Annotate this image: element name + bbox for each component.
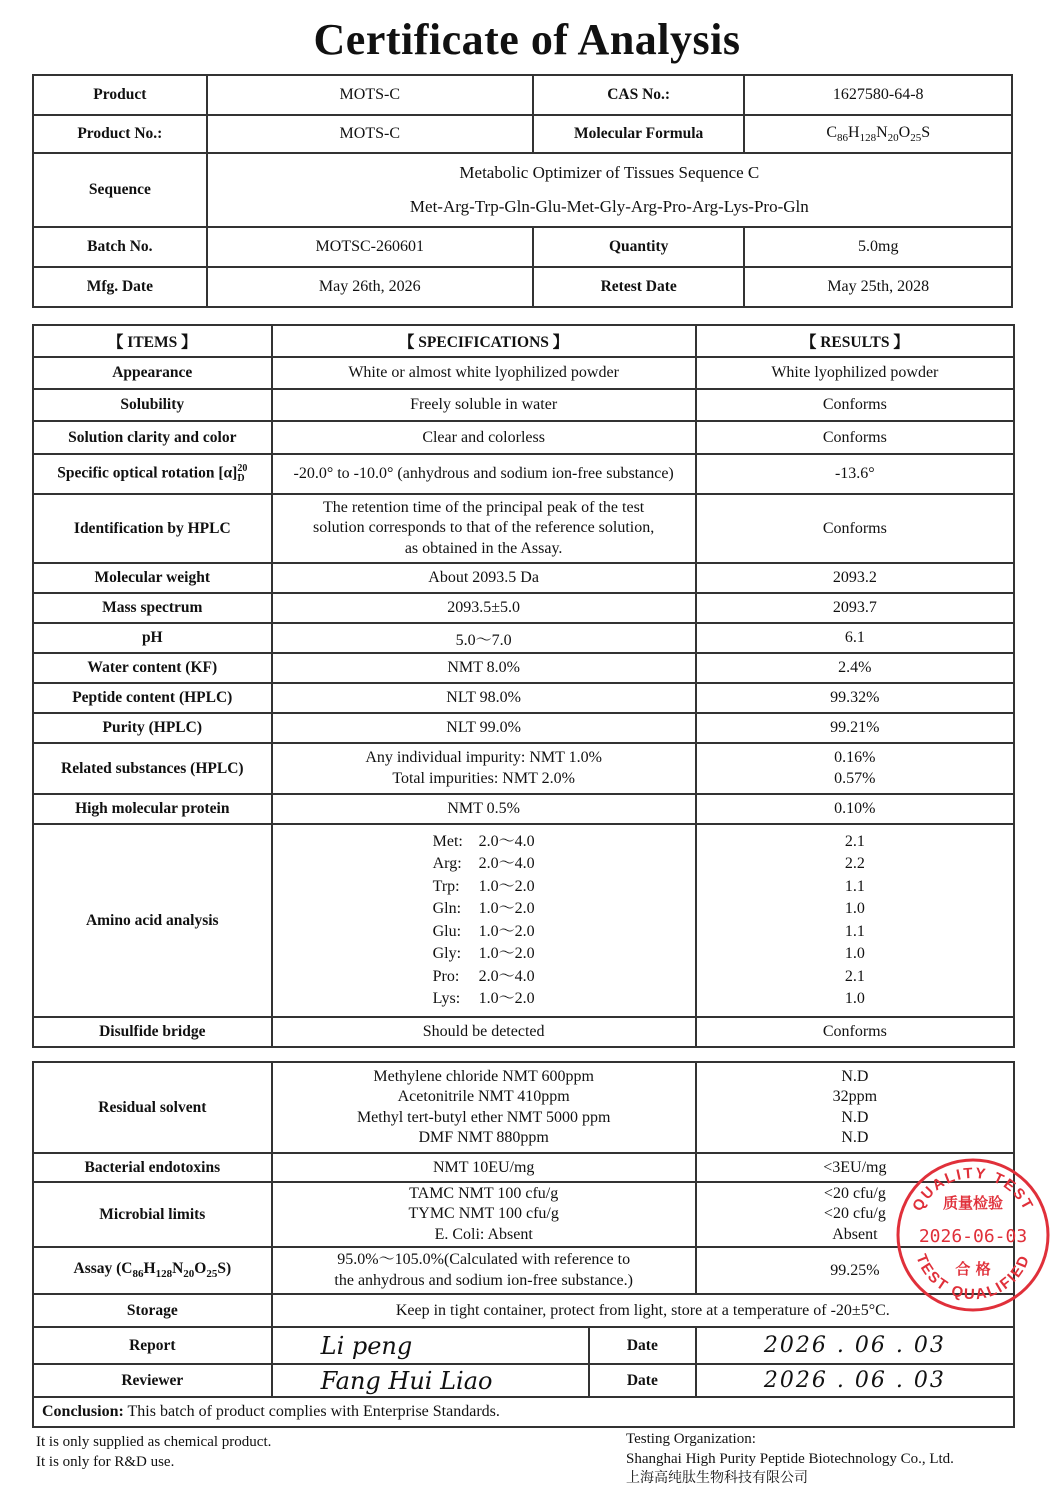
water-item: Water content (KF) (33, 653, 272, 683)
amino-spec (272, 824, 696, 1017)
org-label: Testing Organization: (626, 1431, 756, 1447)
sequence-value: Metabolic Optimizer of Tissues Sequence C Met-Arg-Trp-Gln-Glu-Met-Gly-Arg-Pro-Arg-Lys-Pro-Gln (207, 153, 1012, 227)
water-result: 2.4% (696, 653, 1014, 683)
solubility-item: Solubility (33, 389, 272, 421)
amino-spec-row: Gly: 1.0～2.0 (432, 945, 535, 962)
mol-weight-spec: About 2093.5 Da (272, 563, 696, 593)
cas-value: 1627580-64-8 (744, 75, 1012, 115)
amino-spec-row: Pro: 2.0～4.0 (432, 967, 535, 985)
amino-result-value: 2.2 (844, 855, 865, 872)
testing-organization (626, 1430, 954, 1489)
hplc-id-spec: The retention time of the principal peak of the test solution corresponds to that of the reference solution, as obtained in the Assay. (272, 494, 696, 563)
endotoxin-result: <3EU/mg (696, 1153, 1014, 1182)
mfg-value: May 26th, 2026 (207, 267, 533, 307)
hplc-id-result: Conforms (696, 494, 1014, 563)
disulfide-item: Disulfide bridge (33, 1017, 272, 1047)
amino-result-value: 1.0 (844, 945, 865, 962)
solvent-item: Residual solvent (33, 1062, 272, 1153)
mass-result: 2093.7 (696, 593, 1014, 623)
amino-item: Amino acid analysis (33, 824, 272, 1017)
results-header: 【 RESULTS 】 (696, 325, 1014, 357)
reviewer-date-label: Date (589, 1364, 696, 1397)
ph-item: pH (33, 623, 272, 653)
batch-label: Batch No. (33, 227, 207, 267)
water-spec: NMT 8.0% (272, 653, 696, 683)
quantity-label: Quantity (533, 227, 745, 267)
appearance-result: White lyophilized powder (696, 357, 1014, 389)
mass-item: Mass spectrum (33, 593, 272, 623)
conclusion: Conclusion: This batch of product complies with Enterprise Standards. (33, 1397, 1014, 1427)
ph-spec: 5.0～7.0 (272, 623, 696, 653)
rotation-item: Specific optical rotation [α]20 D (33, 454, 272, 494)
stamp-top-text: QUALITY TEST (909, 1164, 1037, 1215)
items-header: 【 ITEMS 】 (33, 325, 272, 357)
mfg-label: Mfg. Date (33, 267, 207, 307)
stamp-cn-text-2: 合 格 (955, 1260, 991, 1278)
storage-item: Storage (33, 1294, 272, 1327)
peptide-result: 99.32% (696, 683, 1014, 713)
amino-result-value: 1.1 (844, 922, 865, 940)
purity-spec: NLT 99.0% (272, 713, 696, 743)
microbial-item: Microbial limits (33, 1182, 272, 1247)
ph-result: 6.1 (696, 623, 1014, 653)
disulfide-result: Conforms (696, 1017, 1014, 1047)
mol-weight-item: Molecular weight (33, 563, 272, 593)
solubility-result: Conforms (696, 389, 1014, 421)
cas-label: CAS No.: (533, 75, 745, 115)
endotoxin-item: Bacterial endotoxins (33, 1153, 272, 1182)
formula-value: $C_{86}H_{128}N_{20}O_{25}S$ (744, 115, 1012, 153)
org-name-cn: 上海高纯肽生物科技有限公司 (626, 1470, 808, 1486)
additional-tests-table (32, 1061, 1015, 1428)
purity-item: Purity (HPLC) (33, 713, 272, 743)
purity-result: 99.21% (696, 713, 1014, 743)
rotation-spec: -20.0° to -10.0° (anhydrous and sodium ion-free substance) (272, 454, 696, 494)
rotation-result: -13.6° (696, 454, 1014, 494)
amino-spec-row: Trp: 1.0～2.0 (432, 877, 535, 895)
amino-spec-row: Lys: 1.0～2.0 (432, 990, 535, 1007)
footer-note-1: It is only supplied as chemical product. (36, 1434, 272, 1450)
solubility-spec: Freely soluble in water (272, 389, 696, 421)
assay-item: Assay $(C_{86}H_{128}N_{20}O_{25}S)$ (33, 1247, 272, 1294)
amino-result-value: 1.1 (844, 877, 865, 895)
appearance-spec: White or almost white lyophilized powder (272, 357, 696, 389)
clarity-item: Solution clarity and color (33, 421, 272, 454)
reviewer-date: 2026 . 06 . 03 (696, 1364, 1014, 1397)
peptide-item: Peptide content (HPLC) (33, 683, 272, 713)
specs-header: 【 SPECIFICATIONS 】 (272, 325, 696, 357)
disulfide-spec: Should be detected (272, 1017, 696, 1047)
endotoxin-spec: NMT 10EU/mg (272, 1153, 696, 1182)
solvent-result: N.D 32ppm N.D N.D (696, 1062, 1014, 1153)
document-title: Certificate of Analysis (313, 15, 741, 64)
retest-value: May 25th, 2028 (744, 267, 1012, 307)
assay-spec: 95.0%～105.0%(Calculated with reference to the anhydrous and sodium ion-free substance.) (272, 1247, 696, 1294)
mol-weight-result: 2093.2 (696, 563, 1014, 593)
related-result: 0.16% 0.57% (696, 743, 1014, 794)
product-no-label: Product No.: (33, 115, 207, 153)
clarity-spec: Clear and colorless (272, 421, 696, 454)
related-spec: Any individual impurity: NMT 1.0% Total impurities: NMT 2.0% (272, 743, 696, 794)
report-signature: Li peng (272, 1327, 589, 1364)
storage-spec: Keep in tight container, protect from light, store at a temperature of -20±5°C. (272, 1294, 1014, 1327)
footer-note-2: It is only for R&D use. (36, 1454, 175, 1470)
tests-table (32, 324, 1015, 1048)
sequence-label: Sequence (33, 153, 207, 227)
footer-notes (36, 1432, 271, 1472)
amino-result (696, 824, 1014, 1017)
stamp-date: 2026-06-03 (918, 1226, 1028, 1247)
formula-label: Molecular Formula (533, 115, 745, 153)
appearance-item: Appearance (33, 357, 272, 389)
amino-spec-row: Met: 2.0～4.0 (432, 832, 535, 850)
org-name: Shanghai High Purity Peptide Biotechnology Co., Ltd. (626, 1450, 954, 1467)
report-date: 2026 . 06 . 03 (696, 1327, 1014, 1364)
stamp-cn-text-1: 质量检验 (942, 1194, 1004, 1212)
product-info-table (32, 74, 1013, 308)
product-label: Product (33, 75, 207, 115)
stamp-bottom-text: TEST QUALIFIED (912, 1251, 1034, 1304)
microbial-result: <20 cfu/g <20 cfu/g Absent (696, 1182, 1014, 1247)
solvent-spec: Methylene chloride NMT 600ppm Acetonitrile NMT 410ppm Methyl tert-butyl ether NMT 5000 ppm DMF NMT 880ppm (272, 1062, 696, 1153)
hmp-result: 0.10% (696, 794, 1014, 824)
quantity-value: 5.0mg (744, 227, 1012, 267)
reviewer-signature: Fang Hui Liao (272, 1364, 589, 1397)
batch-value: MOTSC-260601 (207, 227, 533, 267)
assay-result: 99.25% (696, 1247, 1014, 1294)
quality-stamp (894, 1156, 1052, 1314)
product-no-value: MOTS-C (207, 115, 533, 153)
hplc-id-item: Identification by HPLC (33, 494, 272, 563)
report-date-label: Date (589, 1327, 696, 1364)
reviewer-label: Reviewer (33, 1364, 272, 1397)
hmp-item: High molecular protein (33, 794, 272, 824)
amino-result-value: 1.0 (844, 990, 865, 1007)
amino-spec-row: Arg: 2.0～4.0 (432, 855, 535, 872)
amino-result-value: 2.1 (844, 832, 865, 850)
product-value: MOTS-C (207, 75, 533, 115)
peptide-spec: NLT 98.0% (272, 683, 696, 713)
report-label: Report (33, 1327, 272, 1364)
amino-spec-row: Glu: 1.0～2.0 (432, 922, 535, 940)
retest-label: Retest Date (533, 267, 745, 307)
microbial-spec: TAMC NMT 100 cfu/g TYMC NMT 100 cfu/g E. Coli: Absent (272, 1182, 696, 1247)
hmp-spec: NMT 0.5% (272, 794, 696, 824)
amino-spec-row: Gln: 1.0～2.0 (432, 900, 535, 917)
mass-spec: 2093.5±5.0 (272, 593, 696, 623)
amino-result-value: 2.1 (844, 967, 865, 985)
related-item: Related substances (HPLC) (33, 743, 272, 794)
clarity-result: Conforms (696, 421, 1014, 454)
amino-result-value: 1.0 (844, 900, 865, 917)
